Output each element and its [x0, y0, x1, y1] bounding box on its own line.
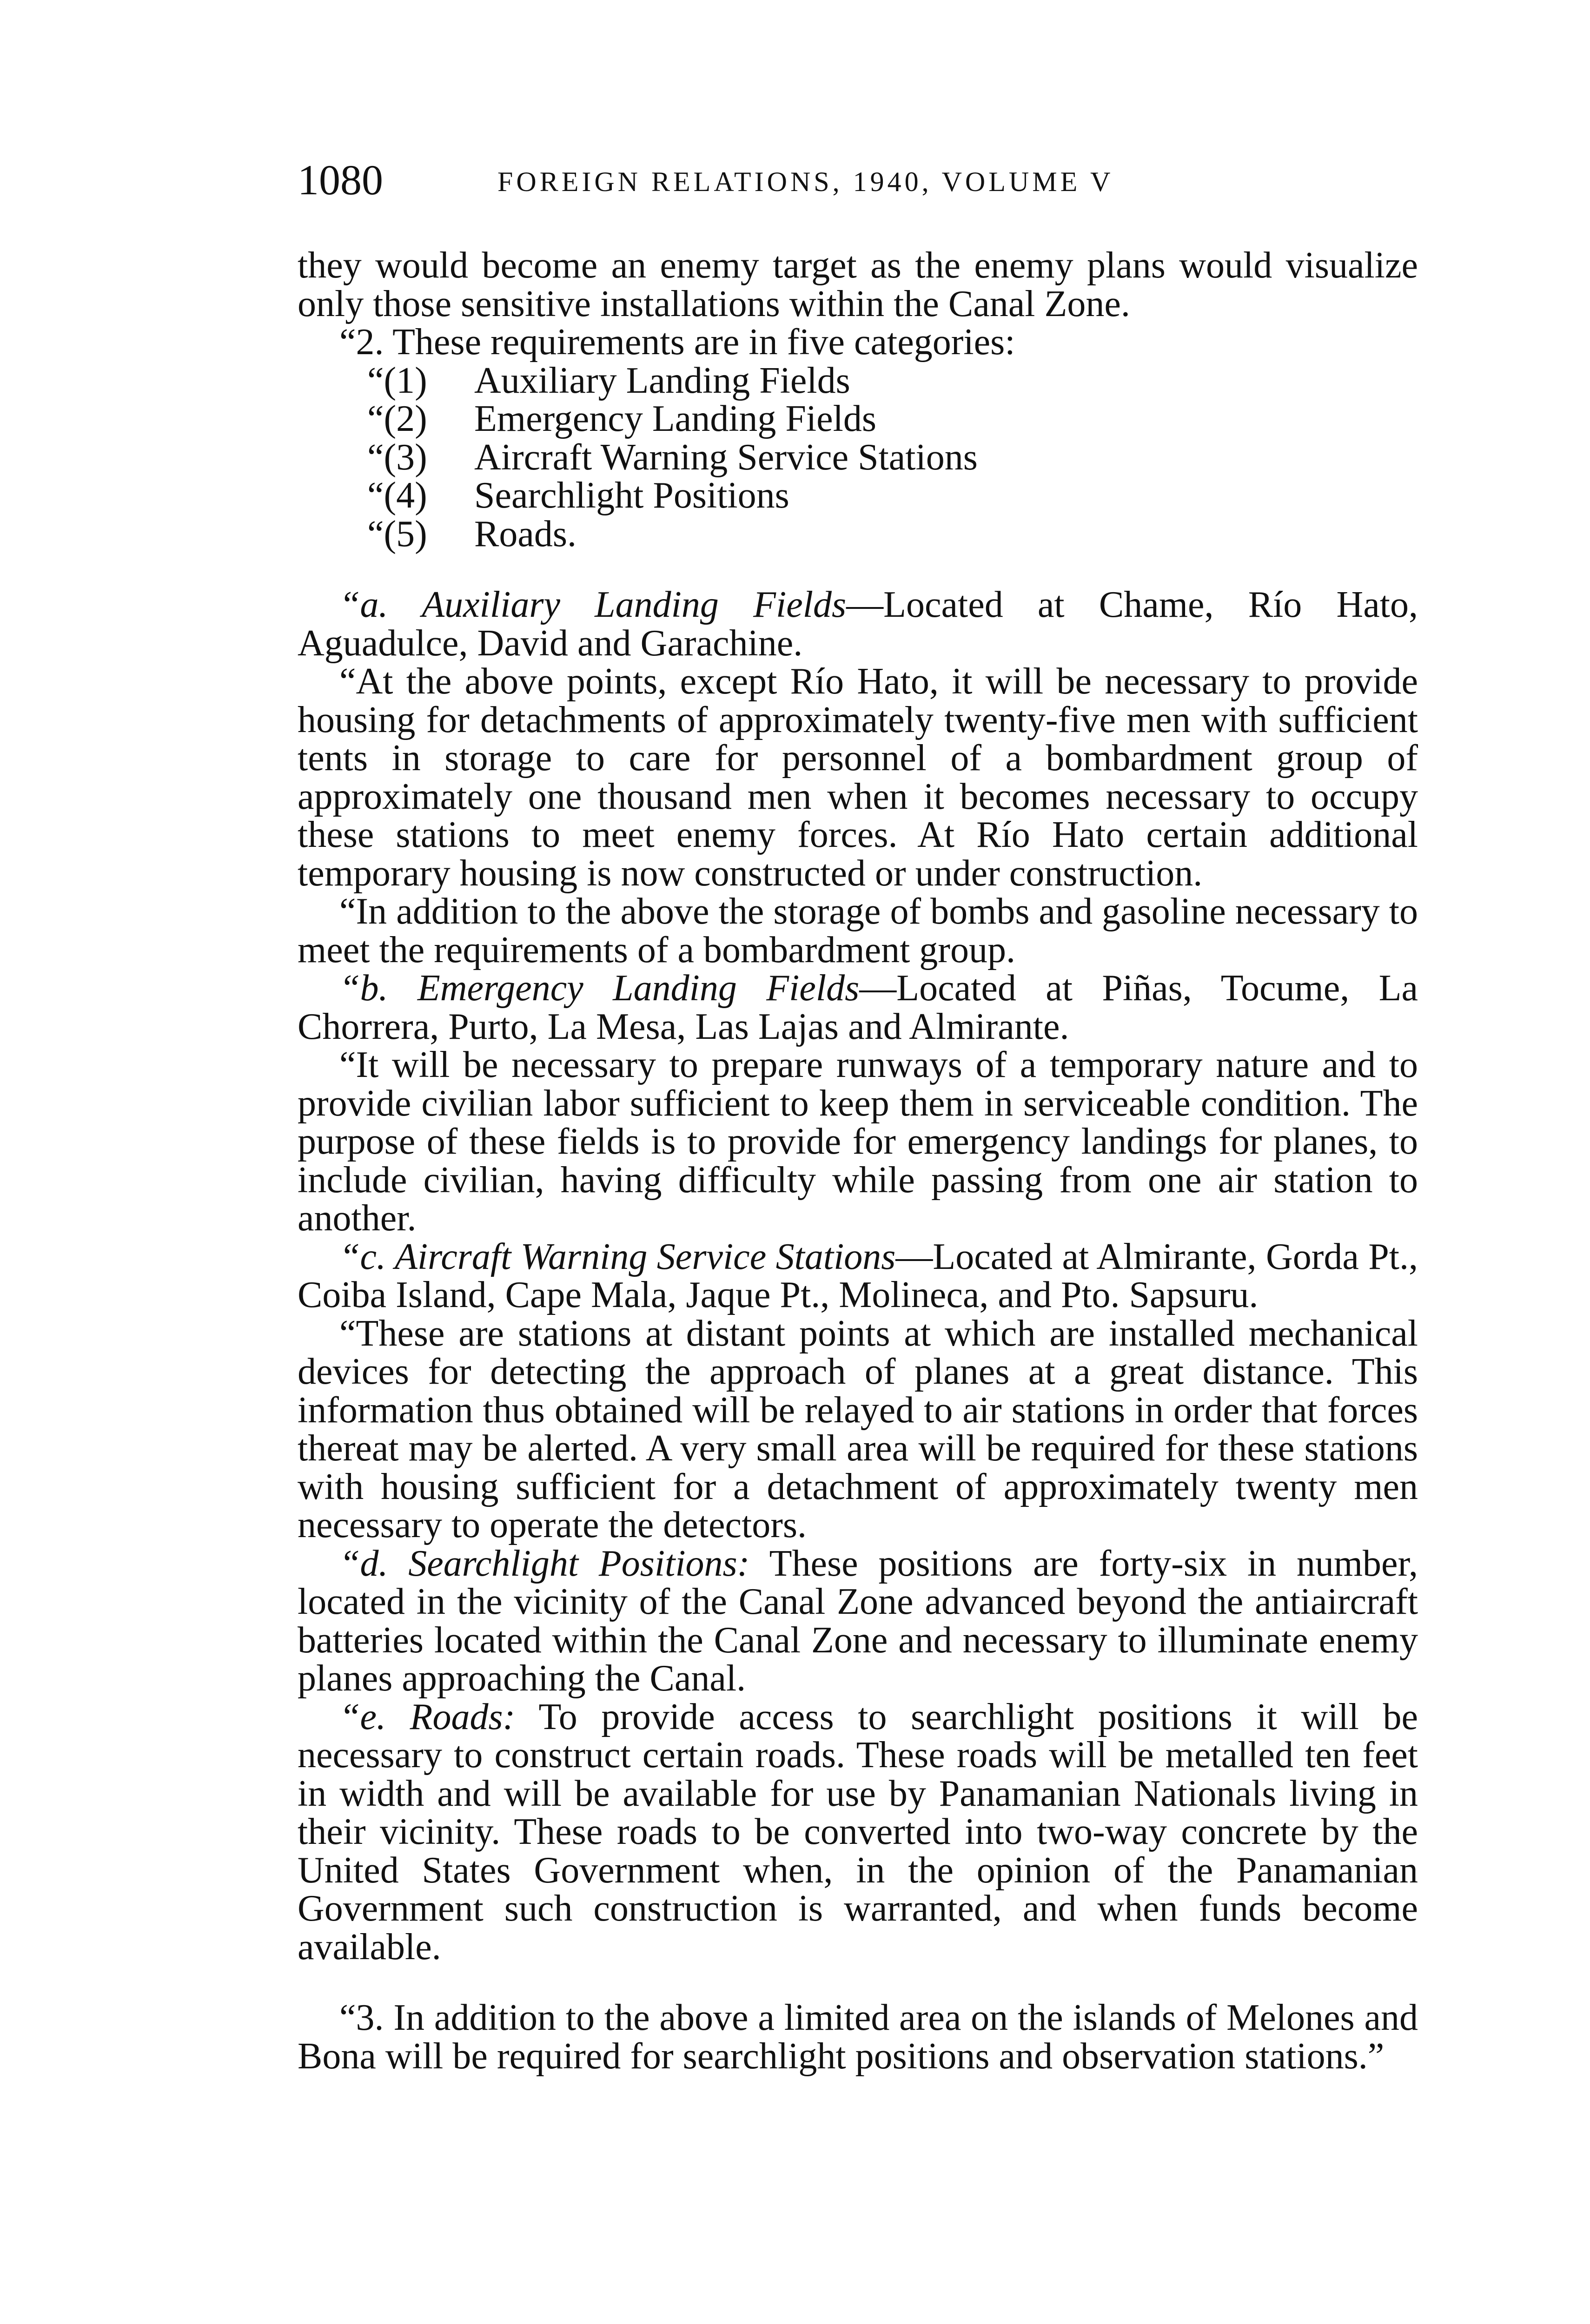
list-item — [298, 515, 1418, 554]
list-item-number: “(5) — [367, 513, 427, 555]
page-number: 1080 — [298, 156, 383, 204]
list-item — [298, 476, 1418, 515]
section-text-e: To provide access to searchlight positions it will be necessary to construct certain roads. These roads will be metalled ten feet in width and will be available for use by Panamanian Nationals living in their vicinity. These roads to be converted into two-way concrete by the United States Government when, in the opinion of the Panamanian Government such construction is warranted, and when funds become available. — [298, 1696, 1418, 1967]
spacer — [298, 553, 1418, 586]
list-item — [298, 362, 1418, 400]
section-heading-d: “d. Searchlight Positions: — [339, 1543, 750, 1584]
body-text — [298, 246, 1418, 2075]
section-heading-a: “a. Auxiliary Landing Fields — [339, 584, 847, 625]
paragraph-emergency-landing-fields — [298, 969, 1418, 1046]
spacer — [298, 1966, 1418, 1999]
paragraph-detectors: “These are stations at distant points at which are installed mechanical devices for detecting the approach of planes at a great distance. This information thus obtained will be relayed to air stations in order that forces thereat may be alerted. A very small area will be required for these stations with housing sufficient for a detachment of approximately twenty men necessary to operate the detectors. — [298, 1313, 1418, 1545]
paragraph-searchlight-positions — [298, 1545, 1418, 1698]
section-heading-c: “c. Aircraft Warning Service Stations — [339, 1236, 896, 1277]
list-item-text: Roads. — [474, 513, 576, 555]
list-item-number: “(4) — [367, 475, 427, 516]
list-item-number: “(3) — [367, 436, 427, 478]
paragraph-continuation: they would become an enemy target as the enemy plans would visualize only those sensitive installations within the Canal Zone. — [298, 245, 1418, 324]
list-item-number: “(1) — [367, 360, 427, 401]
list-item — [298, 438, 1418, 477]
paragraph-roads — [298, 1698, 1418, 1967]
list-item — [298, 400, 1418, 438]
section-heading-b: “b. Emergency Landing Fields — [339, 968, 860, 1009]
paragraph-bombs-storage: “In addition to the above the storage of bombs and gasoline necessary to meet the requirements of a bombardment group. — [298, 891, 1418, 971]
running-head: FOREIGN RELATIONS, 1940, VOLUME V — [497, 166, 1114, 197]
section-text-b: —Located at Piñas, Tocume, La Chorrera, Purto, La Mesa, Las Lajas and Almirante. — [298, 968, 1418, 1047]
paragraph-runways: “It will be necessary to prepare runways of a temporary nature and to provide civilian labor sufficient to keep them in serviceable condition. The purpose of these fields is to provide for emergency landings for planes, to include civilian, having difficulty while passing from one air station to another. — [298, 1044, 1418, 1239]
section-heading-e: “e. Roads: — [339, 1696, 516, 1737]
paragraph-housing: “At the above points, except Río Hato, it will be necessary to provide housing for detachments of approximately twenty-five men with sufficient tents in storage to care for personnel of a bombardment group of approximately one thousand men when it becomes necessary to occupy these stations to meet enemy forces. At Río Hato certain additional temporary housing is now constructed or under construction. — [298, 661, 1418, 894]
list-item-text: Emergency Landing Fields — [474, 398, 876, 439]
section-text-c: —Located at Almirante, Gorda Pt., Coiba Island, Cape Mala, Jaque Pt., Molineca, and Pto. Sapsuru. — [298, 1236, 1418, 1315]
list-item-number: “(2) — [367, 398, 427, 439]
section-text-d: These positions are forty-six in number, located in the vicinity of the Canal Zone advanced beyond the antiaircraft batteries located within the Canal Zone and necessary to illuminate enemy planes approaching the Canal. — [298, 1543, 1418, 1699]
paragraph-categories-intro: “2. These requirements are in five categories: — [339, 322, 1015, 363]
paragraph-auxiliary-landing-fields — [298, 586, 1418, 662]
list-item-text: Auxiliary Landing Fields — [474, 360, 850, 401]
section-text-a: —Located at Chame, Río Hato, Aguadulce, David and Garachine. — [298, 584, 1418, 664]
paragraph-aircraft-warning-stations — [298, 1238, 1418, 1314]
list-item-text: Aircraft Warning Service Stations — [474, 436, 978, 478]
paragraph-melones-bona: “3. In addition to the above a limited area on the islands of Melones and Bona will be required for searchlight positions and observation stations.” — [298, 1997, 1418, 2077]
list-item-text: Searchlight Positions — [474, 475, 789, 516]
page-header — [298, 154, 1311, 205]
